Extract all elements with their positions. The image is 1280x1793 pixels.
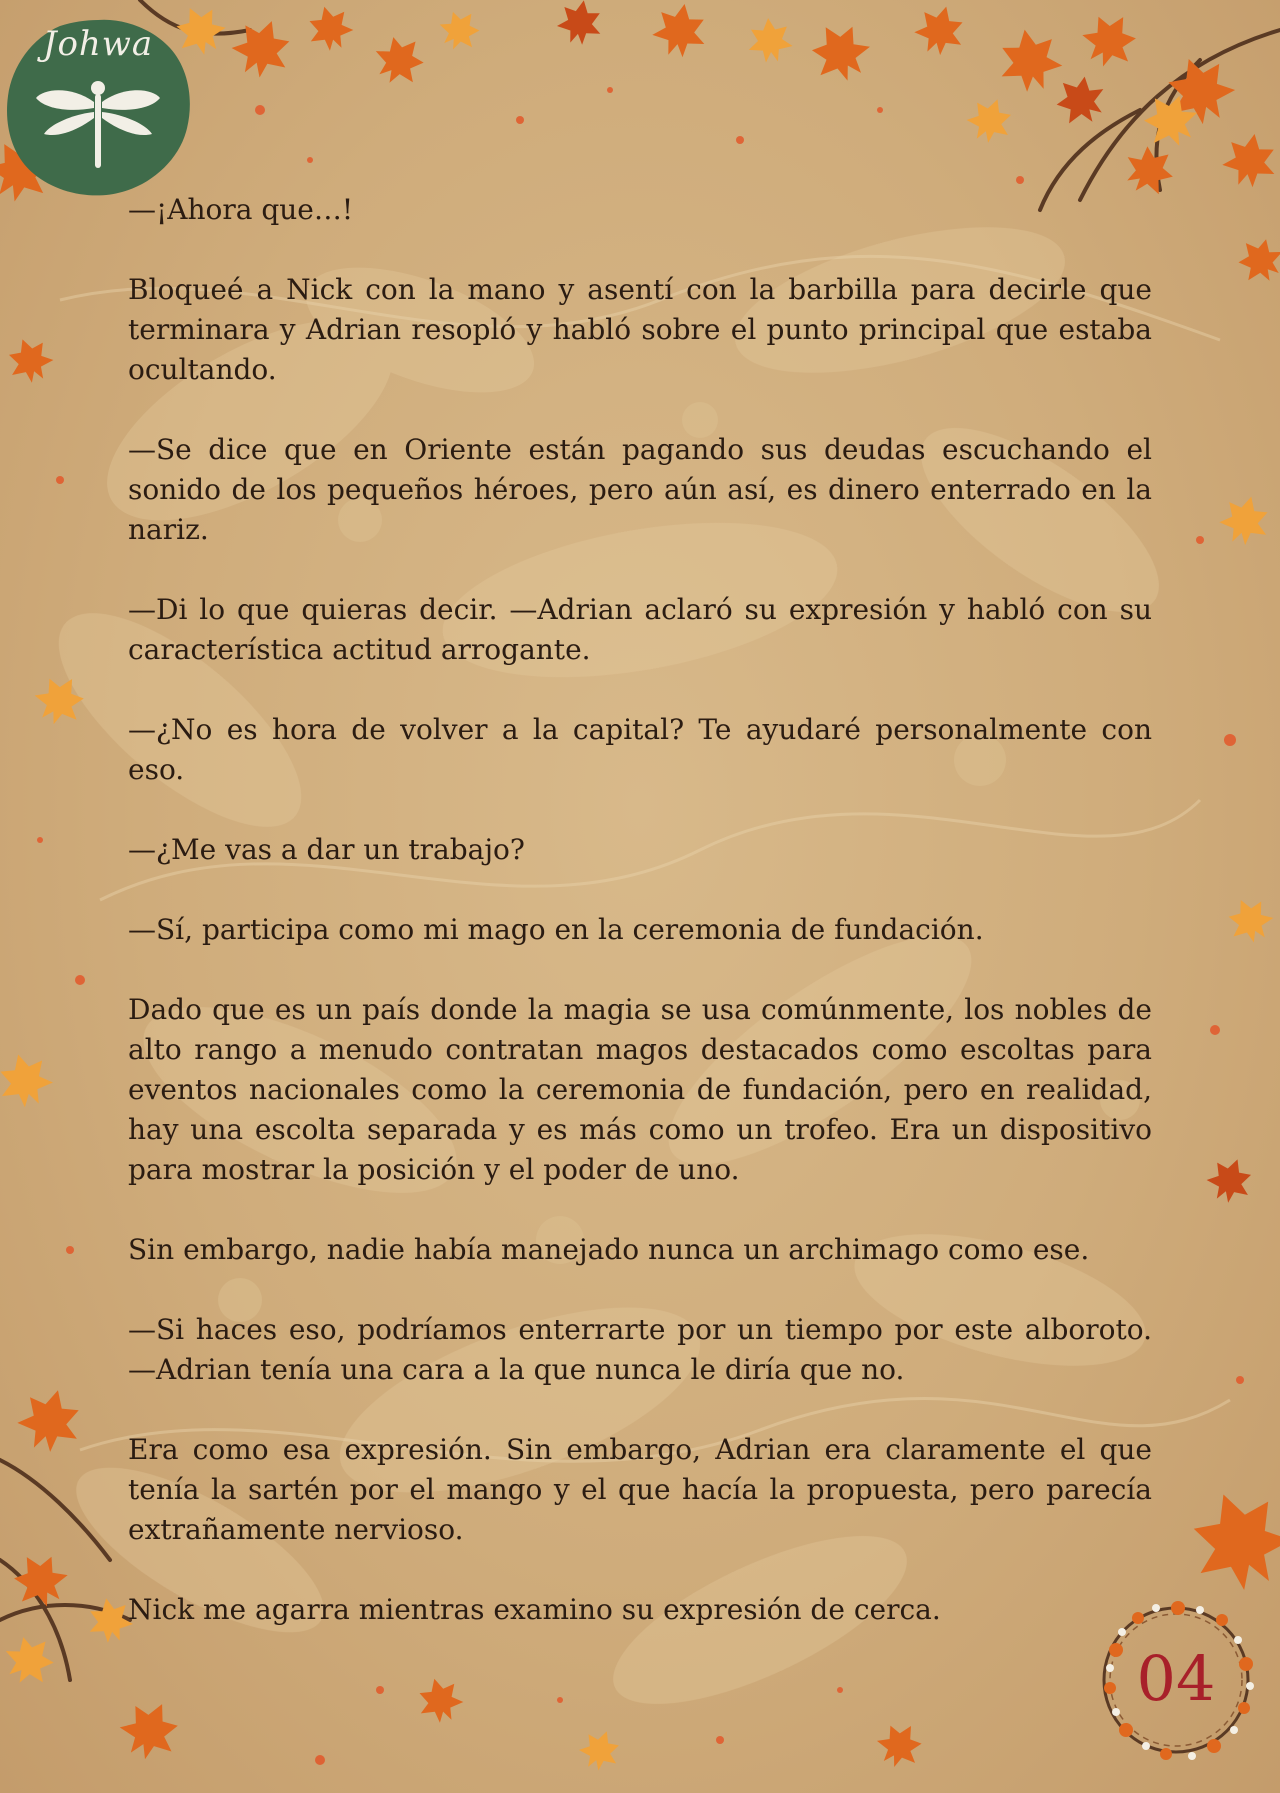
paragraph: —¿Me vas a dar un trabajo?	[128, 833, 525, 866]
paragraph: Era como esa expresión. Sin embargo, Adrian era claramente el que tenía la sartén por el mango y el que hacía la propuesta, pero parecía extrañamente nervioso.	[128, 1433, 1152, 1546]
johwa-logo	[2, 14, 194, 200]
paragraph: Nick me agarra mientras examino su expresión de cerca.	[128, 1593, 941, 1626]
paragraph: Dado que es un país donde la magia se usa comúnmente, los nobles de alto rango a menudo contratan magos destacados como escoltas para eventos nacionales como la ceremonia de fundación, pero en realidad, hay una escolta separada y es más como un trofeo. Era un dispositivo para mostrar la posición y el poder de uno.	[128, 993, 1152, 1186]
paragraph: —Di lo que quieras decir. —Adrian aclaró su expresión y habló con su característica actitud arrogante.	[128, 593, 1152, 666]
paragraph: Bloqueé a Nick con la mano y asentí con la barbilla para decirle que terminara y Adrian resopló y habló sobre el punto principal que estaba ocultando.	[128, 273, 1152, 386]
story-text	[128, 190, 1152, 1670]
paragraph: —¡Ahora que…!	[128, 193, 354, 226]
paragraph: —Si haces eso, podríamos enterrarte por un tiempo por este alboroto. —Adrian tenía una cara a la que nunca le diría que no.	[128, 1313, 1152, 1386]
page-number: 04	[1136, 1642, 1216, 1715]
paragraph: —¿No es hora de volver a la capital? Te ayudaré personalmente con eso.	[128, 713, 1152, 786]
paragraph: —Sí, participa como mi mago en la ceremonia de fundación.	[128, 913, 984, 946]
dragonfly-icon	[32, 76, 164, 172]
page-number-badge	[1086, 1590, 1266, 1770]
paragraph: Sin embargo, nadie había manejado nunca un archimago como ese.	[128, 1233, 1090, 1266]
paragraph: —Se dice que en Oriente están pagando sus deudas escuchando el sonido de los pequeños héroes, pero aún así, es dinero enterrado en la nariz.	[128, 433, 1152, 546]
logo-text: Johwa	[42, 24, 154, 64]
